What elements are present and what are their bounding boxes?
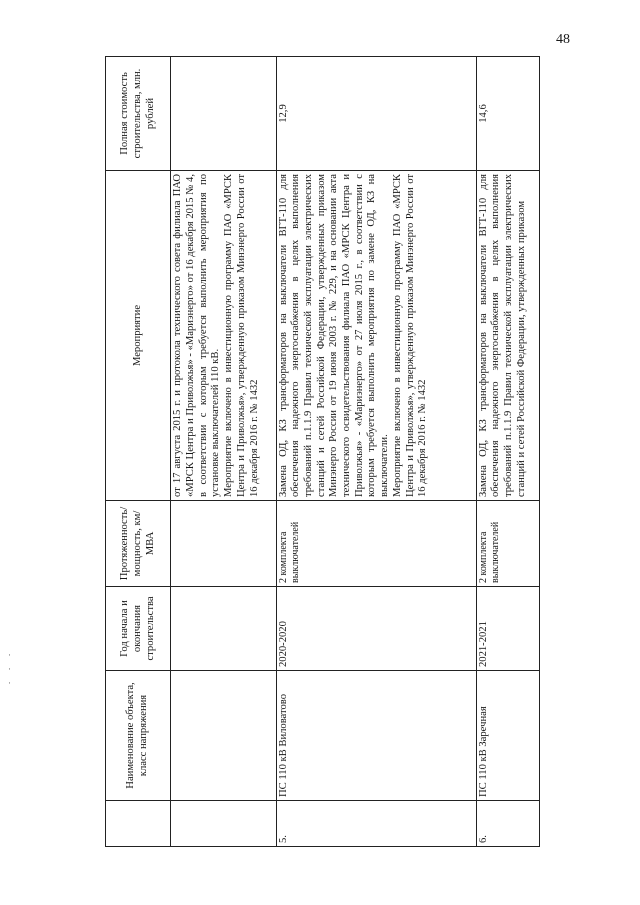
row-years: 2020-2020 [276, 587, 476, 671]
measure-paragraph: Замена ОД, КЗ трансформаторов на выключатели ВГТ-110 для обеспечения надежного энергоснабжения в целях выполнения требований п.1.1.9 Правил технической эксплуатации электрических станций и сетей Российской Федерации, утвержденных приказом [477, 174, 527, 497]
row-cost: 14,6 [476, 57, 539, 171]
table-row [171, 57, 276, 847]
header-num [106, 801, 171, 847]
row-cost: 12,9 [276, 57, 476, 171]
row-num: 6. [476, 801, 539, 847]
row-years: 2021-2021 [476, 587, 539, 671]
measure-paragraph: от 17 августа 2015 г. и протокола технического совета филиала ПАО «МРСК Центра и Приволжья» - «Мариэнерго» от 16 декабря 2015 № 4, в соответствии с которым требуется выполнить мероприятия по установке выключателей 110 кВ. [172, 174, 222, 497]
row-num [171, 801, 276, 847]
header-row [106, 57, 171, 847]
row-cost [171, 57, 276, 171]
row-measure [276, 171, 476, 501]
investment-table [105, 56, 540, 847]
rotated-table-container [105, 57, 540, 847]
row-capacity: 2 комплекта выключателей [476, 501, 539, 587]
header-cost: Полная стоимость строительства, млн. рублей [106, 57, 171, 171]
row-name: ПС 110 кВ Заречная [476, 671, 539, 801]
row-measure [476, 171, 539, 501]
scan-mark: · [8, 664, 11, 674]
table-row [276, 57, 476, 847]
row-capacity [171, 501, 276, 587]
measure-paragraph: Замена ОД, КЗ трансформаторов на выключатели ВГТ-110 для обеспечения надежного энергоснабжения в целях выполнения требований п.1.1.9 Правил технической эксплуатации электрических станций и сетей Российской Федерации, утвержденных приказом Минэнерго России от 19 июня 2003 г. № 229, и на основании акта технического освидетельствования филиала ПАО «МРСК Центра и Приволжья» - «Мариэнерго» от 27 июля 2015 г., в соответствии с которым требуется выполнить мероприятия по замене ОД, КЗ на выключатели. [277, 174, 391, 497]
page-number: 48 [556, 32, 570, 47]
table-row [476, 57, 539, 847]
row-measure [171, 171, 276, 501]
header-years: Год начала и окончания строительства [106, 587, 171, 671]
row-years [171, 587, 276, 671]
header-capacity: Протяженность/ мощность, км/МВА [106, 501, 171, 587]
header-measure: Мероприятие [106, 171, 171, 501]
header-name: Наименование объекта, класс напряжения [106, 671, 171, 801]
measure-paragraph: Мероприятие включено в инвестиционную программу ПАО «МРСК Центра и Приволжья», утвержденную приказом Минэнерго России от 16 декабря 2016 г. № 1432 [223, 174, 260, 497]
measure-paragraph: Мероприятие включено в инвестиционную программу ПАО «МРСК Центра и Приволжья», утвержденную приказом Минэнерго России от 16 декабря 2016 г. № 1432 [391, 174, 429, 497]
scan-mark: · [8, 678, 11, 688]
row-name: ПС 110 кВ Виловатово [276, 671, 476, 801]
scan-mark: · [8, 650, 11, 660]
row-capacity: 2 комплекта выключателей [276, 501, 476, 587]
row-name [171, 671, 276, 801]
row-num: 5. [276, 801, 476, 847]
